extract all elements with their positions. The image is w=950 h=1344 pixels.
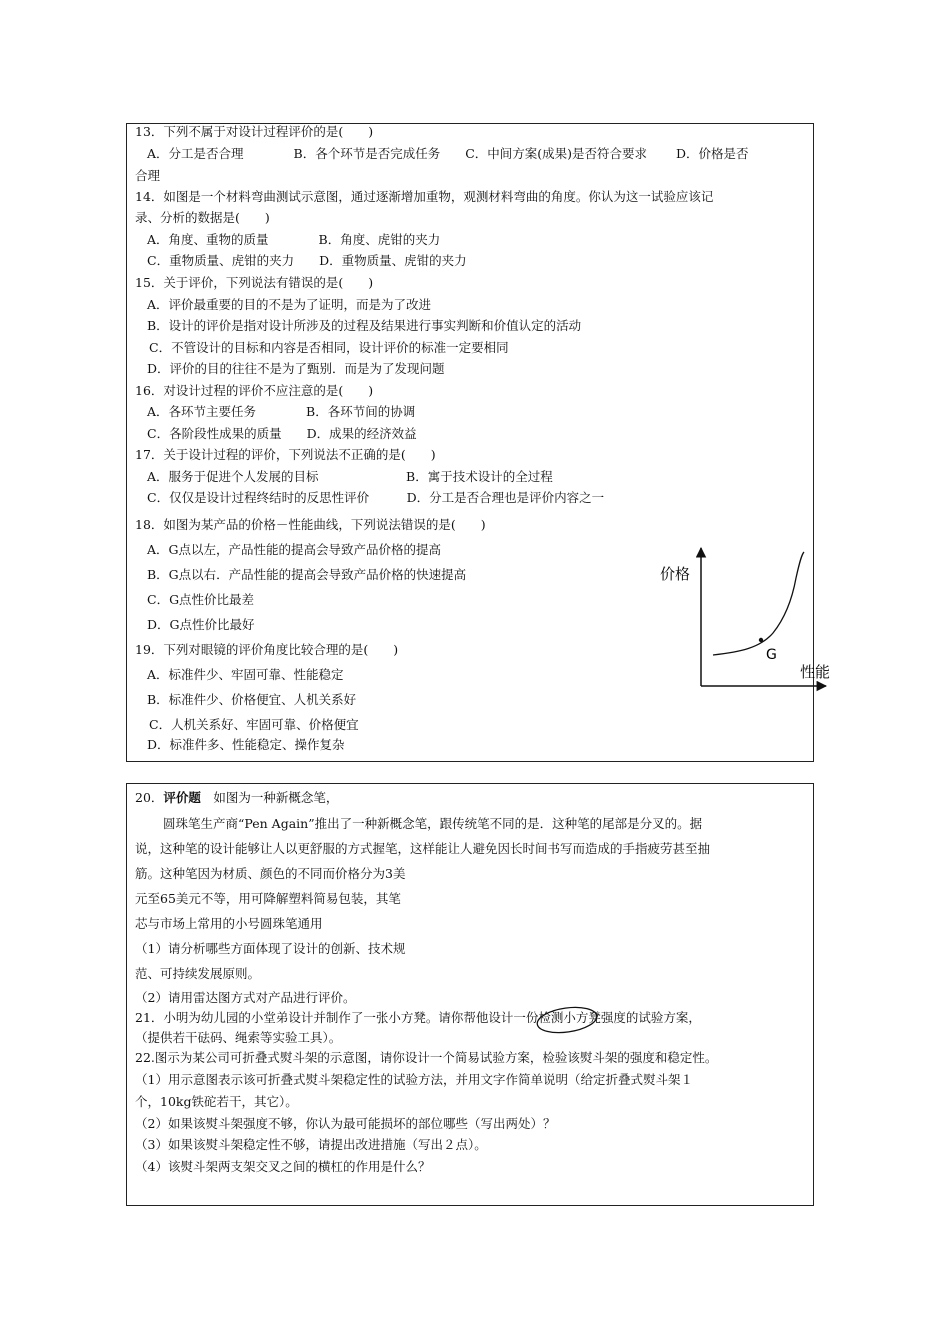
q22-subq3: （3）如果该熨斗架稳定性不够，请提出改进措施（写出２点）。 <box>135 1137 487 1152</box>
y-axis-label: 价格 <box>660 565 691 583</box>
q20-paragraph-line-5: 芯与市场上常用的小号圆珠笔通用 <box>135 916 323 931</box>
q20-paragraph-line-3: 筋。这种笔因为材质、颜色的不同而价格分为3美 <box>135 866 406 881</box>
q18-option-d: D．G点性价比最好 <box>147 617 255 632</box>
q18-stem: 18．如图为某产品的价格－性能曲线，下列说法错误的是( ) <box>135 517 486 532</box>
q17-options-ab: A．服务于促进个人发展的目标 B．寓于技术设计的全过程 <box>147 469 553 484</box>
q13-options-wrap: 合理 <box>135 168 161 183</box>
q13-stem: 13．下列不属于对设计过程评价的是( ) <box>135 124 374 139</box>
q15-option-d: D．评价的目的往往不是为了甄别．而是为了发现问题 <box>147 361 445 376</box>
q14-options-cd: C．重物质量、虎钳的夹力 D．重物质量、虎钳的夹力 <box>147 253 467 268</box>
point-g-marker <box>759 638 763 642</box>
q14-options-ab: A．角度、重物的质量 B．角度、虎钳的夹力 <box>147 232 441 247</box>
q19-option-b: B．标准件少、价格便宜、人机关系好 <box>147 692 357 707</box>
q19-stem: 19．下列对眼镜的评价角度比较合理的是( ) <box>135 642 399 657</box>
q20-intro: 如图为一种新概念笔， <box>200 790 339 805</box>
q17-options-cd: C．仅仅是设计过程终结时的反思性评价 D．分工是否合理也是评价内容之一 <box>147 490 605 505</box>
x-axis-label: 性能 <box>800 663 831 681</box>
q16-stem: 16．对设计过程的评价不应注意的是( ) <box>135 383 374 398</box>
q22-subq4: （4）该熨斗架两支架交叉之间的横杠的作用是什么？ <box>135 1159 431 1174</box>
q15-option-b: B．设计的评价是指对设计所涉及的过程及结果进行事实判断和价值认定的活动 <box>147 318 582 333</box>
q20-number: 20． <box>135 790 164 805</box>
q20-subq2: （2）请用雷达图方式对产品进行评价。 <box>135 990 356 1005</box>
q17-stem: 17．关于设计过程的评价，下列说法不正确的是( ) <box>135 447 436 462</box>
q20-heading <box>135 790 338 806</box>
point-g-label: G <box>766 647 777 663</box>
price-performance-curve <box>713 552 804 655</box>
q20-paragraph-line-4: 元至65美元不等，用可降解塑料简易包装，其笔 <box>135 891 401 906</box>
q19-option-a: A．标准件少、牢固可靠、性能稳定 <box>147 667 344 682</box>
q15-option-a: A．评价最重要的目的不是为了证明，而是为了改进 <box>147 297 432 312</box>
q14-stem-wrap: 录、分析的数据是( ) <box>135 210 270 225</box>
q22-subq1: （1）用示意图表示该可折叠式熨斗架稳定性的试验方法，并用文字作简单说明（给定折叠式熨斗架１ <box>135 1072 693 1087</box>
q19-option-d: D．标准件多、性能稳定、操作复杂 <box>147 737 345 752</box>
q21-stem-wrap: （提供若干砝码、绳索等实验工具）。 <box>135 1030 342 1045</box>
q22-subq1-wrap: 个，10kg铁砣若干，其它）。 <box>135 1094 298 1109</box>
q22-stem: 22.图示为某公司可折叠式熨斗架的示意图，请你设计一个简易试验方案，检验该熨斗架的强度和稳定性。 <box>135 1050 718 1065</box>
q21-stem: 21．小明为幼儿园的小堂弟设计并制作了一张小方凳。请你帮他设计一份检测小方凳强度的试验方案， <box>135 1010 701 1025</box>
q16-options-ab: A．各环节主要任务 B．各环节间的协调 <box>147 404 416 419</box>
q18-option-b: B．G点以右．产品性能的提高会导致产品价格的快速提高 <box>147 567 467 582</box>
q20-subq1: （1）请分析哪些方面体现了设计的创新、技术规 <box>135 941 406 956</box>
q18-option-a: A．G点以左，产品性能的提高会导致产品价格的提高 <box>147 542 442 557</box>
q13-options: A．分工是否合理 B．各个环节是否完成任务 C．中间方案(成果)是否符合要求 D．价格是否 <box>147 146 749 161</box>
q20-subq1-wrap: 范、可持续发展原则。 <box>135 966 261 981</box>
q16-options-cd: C．各阶段性成果的质量 D．成果的经济效益 <box>147 426 417 441</box>
q20-tag: 评价题 <box>163 790 201 805</box>
q14-stem: 14．如图是一个材料弯曲测试示意图，通过逐渐增加重物，观测材料弯曲的角度。你认为这一试验应该记 <box>135 189 714 204</box>
questions-20-22-box <box>126 783 814 1206</box>
q20-paragraph-line-2: 说，这种笔的设计能够让人以更舒服的方式握笔，这样能让人避免因长时间书写而造成的手指疲劳甚至抽 <box>135 841 711 856</box>
q15-option-c: C．不管设计的目标和内容是否相同，设计评价的标准一定要相同 <box>149 340 509 355</box>
q15-stem: 15．关于评价，下列说法有错误的是( ) <box>135 275 374 290</box>
q22-subq2: （2）如果该熨斗架强度不够，你认为最可能损坏的部位哪些（写出两处）？ <box>135 1116 556 1131</box>
q20-paragraph-line-1: 圆珠笔生产商“Pen Again”推出了一种新概念笔，跟传统笔不同的是．这种笔的尾部是分叉的。据 <box>163 816 703 831</box>
q19-option-c: C．人机关系好、牢固可靠、价格便宜 <box>149 717 359 732</box>
q18-option-c: C．G点性价比最差 <box>147 592 255 607</box>
